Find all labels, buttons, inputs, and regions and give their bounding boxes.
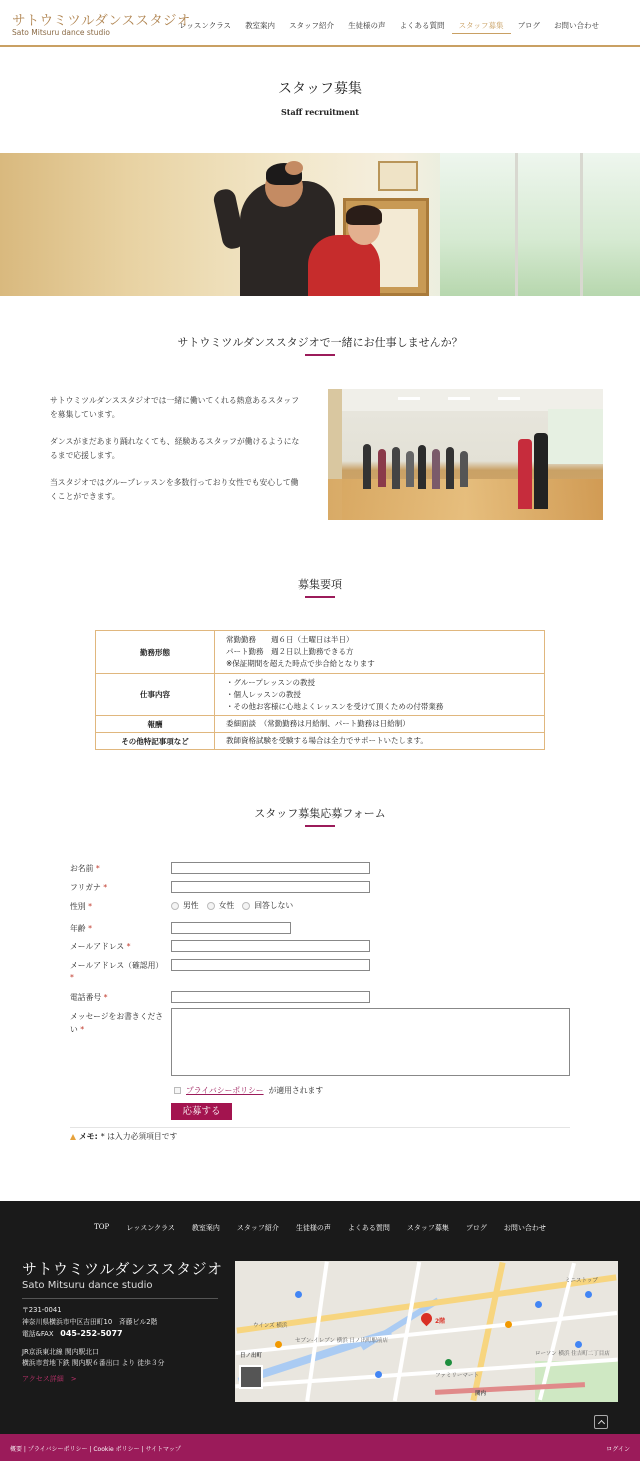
- scroll-to-top-button[interactable]: [594, 1415, 608, 1429]
- table-line: ・個人レッスンの教授: [226, 689, 301, 699]
- privacy-checkbox[interactable]: [174, 1087, 181, 1094]
- main-nav: [172, 20, 606, 34]
- message-label: メッセージをお書きくださ: [70, 1012, 164, 1021]
- requirements-table: [95, 630, 545, 750]
- intro-heading: サトウミツルダンススタジオで一緒にお仕事しませんか？: [177, 336, 463, 349]
- table-line: 常勤勤務 週６日（土曜日は半日）: [226, 635, 354, 644]
- email-confirm-input[interactable]: [171, 959, 370, 971]
- name-label: お名前 *: [70, 864, 100, 873]
- heading-underline: [305, 825, 335, 827]
- furigana-input[interactable]: [171, 881, 370, 893]
- table-row: [96, 733, 545, 750]
- nav-blog[interactable]: ブログ: [517, 21, 541, 30]
- access-line: JR京浜東北線 関内駅北口: [22, 1347, 99, 1356]
- table-line: ・その他お客様に心地よくレッスンを受けて頂くための付帯業務: [226, 701, 444, 711]
- nav-staff-recruitment[interactable]: スタッフ募集: [452, 20, 511, 34]
- hero-window-frame: [515, 153, 518, 296]
- table-row-label: 勤務形態: [96, 631, 215, 674]
- footer-nav-student-voices[interactable]: 生徒様の声: [295, 1224, 331, 1232]
- footer-logo: サトウミツルダンススタジオ: [22, 1260, 223, 1278]
- table-line: 委細面談 （常勤勤務は月給制、パート勤務は日給制）: [226, 719, 410, 728]
- footer-address: [22, 1305, 164, 1370]
- email-confirm-label: メールアドレス（確認用）: [70, 961, 164, 970]
- footer-nav-studio-info[interactable]: 教室案内: [191, 1224, 220, 1232]
- table-line: ※保証期間を超えた時点で歩合給となります: [226, 659, 375, 668]
- login-link[interactable]: ログイン: [606, 1446, 630, 1453]
- hero-female-dancer: [308, 235, 380, 296]
- gender-radio-group: [171, 900, 293, 911]
- hero-window-frame: [580, 153, 583, 296]
- form-divider: [70, 1127, 570, 1128]
- page-title: スタッフ募集: [278, 81, 362, 97]
- footer-nav-staff-recruitment[interactable]: スタッフ募集: [406, 1224, 449, 1232]
- intro-paragraph: 当スタジオではグループレッスンを多数行っており女性でも安心して働くことができます。: [50, 478, 299, 501]
- nav-student-voices[interactable]: 生徒様の声: [348, 21, 386, 30]
- table-row-value: [215, 631, 545, 674]
- table-row: [96, 716, 545, 733]
- footer-nav-lesson-class[interactable]: レッスンクラス: [126, 1224, 175, 1232]
- name-input[interactable]: [171, 862, 370, 874]
- table-row: [96, 631, 545, 674]
- message-textarea[interactable]: [171, 1008, 570, 1076]
- table-row-label: 仕事内容: [96, 674, 215, 716]
- requirements-heading: 募集要項: [298, 578, 342, 591]
- table-row-value: [215, 733, 545, 750]
- hero-dancer-hand: [285, 161, 303, 175]
- phone-label: 電話番号 *: [70, 993, 108, 1002]
- address: 神奈川県横浜市中区吉田町10 斉藤ビル2階: [22, 1317, 158, 1326]
- footer-nav-blog[interactable]: ブログ: [465, 1224, 487, 1232]
- hero-female-dancer-hair: [346, 205, 382, 225]
- site-logo-subtitle: Sato Mitsuru dance studio: [12, 28, 110, 37]
- site-header: [0, 0, 640, 47]
- map-label: 日ノ出町: [240, 1353, 263, 1359]
- heading-underline: [305, 596, 335, 598]
- privacy-row: [174, 1085, 323, 1096]
- table-line: 教師資格試験を受験する場合は全力でサポートいたします。: [226, 736, 428, 745]
- privacy-suffix: が適用されます: [268, 1086, 324, 1095]
- postal-code: 〒231-0041: [22, 1306, 62, 1314]
- table-row: [96, 674, 545, 716]
- email-input[interactable]: [171, 940, 370, 952]
- age-input[interactable]: [171, 922, 291, 934]
- bottom-bar: [0, 1434, 640, 1461]
- map-pin-label: 2階: [435, 1318, 446, 1325]
- map-label: ファミリーマート: [435, 1373, 479, 1379]
- heading-underline: [305, 354, 335, 356]
- table-row-label: その他特記事項など: [96, 733, 215, 750]
- form-heading: スタッフ募集応募フォーム: [254, 807, 386, 820]
- map-satellite-toggle[interactable]: [239, 1365, 263, 1389]
- footer-nav-top[interactable]: TOP: [94, 1223, 110, 1231]
- footer-nav-staff-intro[interactable]: スタッフ紹介: [236, 1224, 279, 1232]
- submit-button[interactable]: 応募する: [171, 1103, 232, 1120]
- map-label: ローソン 横浜 住吉町二丁目店: [535, 1351, 610, 1357]
- bottom-links[interactable]: 概要 | プライバシーポリシー | Cookie ポリシー | サイトマップ: [10, 1446, 181, 1453]
- nav-faq[interactable]: よくある質問: [399, 21, 445, 30]
- hero-image: [0, 153, 640, 296]
- intro-paragraph: ダンスがまだあまり踊れなくても、経験あるスタッフが働けるようになるまで応援します。: [50, 437, 300, 460]
- footer-nav-contact[interactable]: お問い合わせ: [503, 1224, 546, 1232]
- footer-divider: [22, 1298, 218, 1299]
- footer-logo-subtitle: Sato Mitsuru dance studio: [22, 1280, 153, 1291]
- phone-line: 電話&FAX 045-252-5077: [22, 1329, 123, 1338]
- age-label: 年齢 *: [70, 924, 92, 933]
- required-mark: *: [70, 973, 74, 982]
- gender-label: 性別 *: [70, 902, 92, 911]
- intro-paragraph: サトウミツルダンススタジオでは一緒に働いてくれる熱意あるスタッフを募集しています。: [50, 396, 300, 419]
- map-label: ミニストップ: [565, 1278, 598, 1284]
- studio-photo: [328, 389, 603, 520]
- access-line: 横浜市営地下鉄 関内駅６番出口 より 徒歩３分: [22, 1359, 165, 1367]
- nav-studio-info[interactable]: 教室案内: [245, 21, 276, 30]
- table-row-value: [215, 716, 545, 733]
- site-footer: [0, 1201, 640, 1434]
- nav-contact[interactable]: お問い合わせ: [554, 21, 600, 30]
- hero-picture-frame: [378, 161, 418, 191]
- google-map[interactable]: [235, 1261, 618, 1402]
- table-row-value: [215, 674, 545, 716]
- page-subtitle: Staff recruitment: [280, 107, 359, 117]
- nav-staff-intro[interactable]: スタッフ紹介: [289, 21, 335, 30]
- gender-male-radio[interactable]: 男性: [171, 900, 199, 911]
- map-label: セブン-イレブン 横浜 日ノ出町駅前店: [295, 1338, 389, 1344]
- required-memo: メモ: * は入力必須項目です: [70, 1131, 177, 1142]
- email-label: メールアドレス *: [70, 942, 131, 951]
- table-line: パート勤務 週２日以上勤務できる方: [226, 647, 354, 656]
- access-detail-link[interactable]: アクセス詳細 >: [22, 1375, 77, 1383]
- table-row-label: 報酬: [96, 716, 215, 733]
- privacy-policy-link[interactable]: プライバシーポリシー: [186, 1086, 264, 1095]
- map-label: 関内: [475, 1391, 487, 1397]
- intro-text: [50, 394, 305, 517]
- message-label-cont: い *: [70, 1025, 85, 1034]
- table-line: ・グループレッスンの教授: [226, 677, 316, 687]
- gender-female-radio[interactable]: 女性: [207, 900, 235, 911]
- furigana-label: フリガナ *: [70, 883, 108, 892]
- map-label: ウインズ 横浜: [253, 1323, 288, 1329]
- phone-input[interactable]: [171, 991, 370, 1003]
- nav-lesson-class[interactable]: レッスンクラス: [179, 21, 232, 30]
- site-logo[interactable]: サトウミツルダンススタジオ: [12, 13, 191, 29]
- chevron-up-icon: [597, 1420, 604, 1427]
- footer-nav: [0, 1223, 640, 1233]
- hero-window: [440, 153, 640, 296]
- gender-no-answer-radio[interactable]: 回答しない: [242, 900, 293, 911]
- footer-nav-faq[interactable]: よくある質問: [347, 1224, 390, 1232]
- warning-icon: [70, 1134, 76, 1140]
